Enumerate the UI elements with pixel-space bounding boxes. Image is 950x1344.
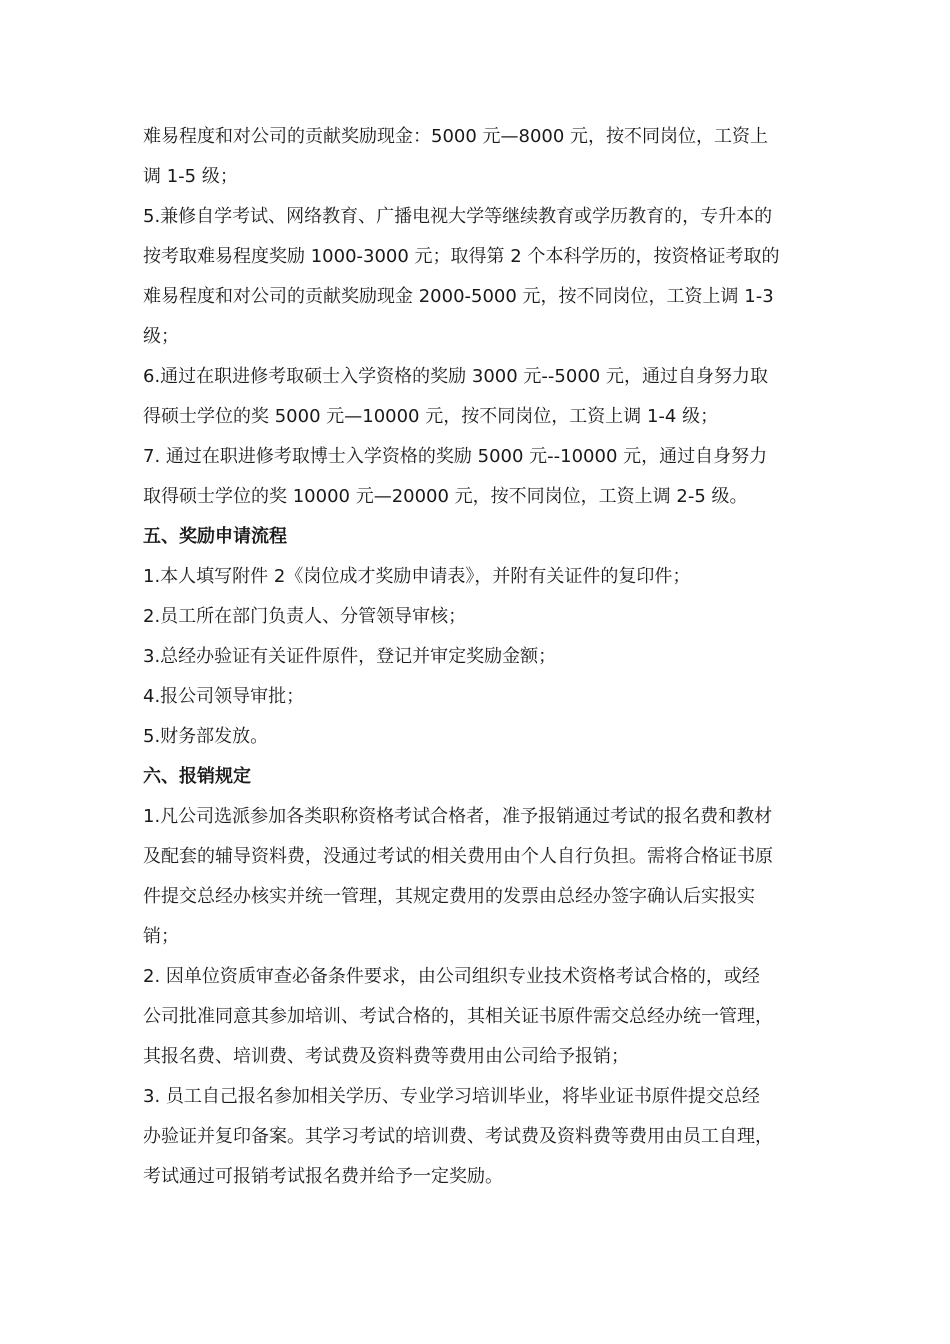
paragraph-line: 件提交总经办核实并统一管理，其规定费用的发票由总经办签字确认后实报实 (143, 886, 755, 907)
paragraph-line: 取得硕士学位的奖 10000 元—20000 元，按不同岗位，工资上调 2-5 级。 (143, 486, 748, 507)
paragraph-line: 公司批准同意其参加培训、考试合格的，其相关证书原件需交总经办统一管理， (143, 1006, 773, 1027)
paragraph-line: 5.兼修自学考试、网络教育、广播电视大学等继续教育或学历教育的，专升本的 (143, 206, 773, 227)
paragraph-line: 难易程度和对公司的贡献奖励现金 2000-5000 元，按不同岗位，工资上调 1-3 (143, 286, 774, 307)
paragraph-line: 5.财务部发放。 (143, 726, 269, 747)
paragraph-line: 调 1-5 级； (143, 166, 238, 187)
paragraph-line: 3.总经办验证有关证件原件，登记并审定奖励金额； (143, 646, 557, 667)
paragraph-line: 4.报公司领导审批； (143, 686, 305, 707)
paragraph-line: 按考取难易程度奖励 1000-3000 元；取得第 2 个本科学历的，按资格证考取的 (143, 246, 780, 267)
paragraph-line: 考试通过可报销考试报名费并给予一定奖励。 (143, 1166, 503, 1187)
paragraph-line: 其报名费、培训费、考试费及资料费等费用由公司给予报销； (143, 1046, 629, 1067)
section-heading: 六、报销规定 (143, 766, 251, 787)
paragraph-line: 2.员工所在部门负责人、分管领导审核； (143, 606, 467, 627)
paragraph-line: 办验证并复印备案。其学习考试的培训费、考试费及资料费等费用由员工自理， (143, 1126, 773, 1147)
paragraph-line: 及配套的辅导资料费，没通过考试的相关费用由个人自行负担。需将合格证书原 (143, 846, 773, 867)
paragraph-line: 得硕士学位的奖 5000 元—10000 元，按不同岗位，工资上调 1-4 级； (143, 406, 719, 427)
paragraph-line: 6.通过在职进修考取硕士入学资格的奖励 3000 元--5000 元，通过自身努力取 (143, 366, 768, 387)
paragraph-line: 3. 员工自己报名参加相关学历、专业学习培训毕业，将毕业证书原件提交总经 (143, 1086, 760, 1107)
document-body (143, 117, 815, 1197)
paragraph-line: 7. 通过在职进修考取博士入学资格的奖励 5000 元--10000 元，通过自身努力 (143, 446, 768, 467)
paragraph-line: 级； (143, 326, 179, 347)
paragraph-line: 1.凡公司选派参加各类职称资格考试合格者，准予报销通过考试的报名费和教材 (143, 806, 773, 827)
paragraph-line: 销； (143, 926, 179, 947)
paragraph-line: 1.本人填写附件 2《岗位成才奖励申请表》，并附有关证件的复印件； (143, 566, 691, 587)
paragraph-line: 2. 因单位资质审查必备条件要求，由公司组织专业技术资格考试合格的，或经 (143, 966, 760, 987)
paragraph-line: 难易程度和对公司的贡献奖励现金：5000 元—8000 元，按不同岗位，工资上 (143, 126, 769, 147)
section-heading: 五、奖励申请流程 (143, 526, 287, 547)
